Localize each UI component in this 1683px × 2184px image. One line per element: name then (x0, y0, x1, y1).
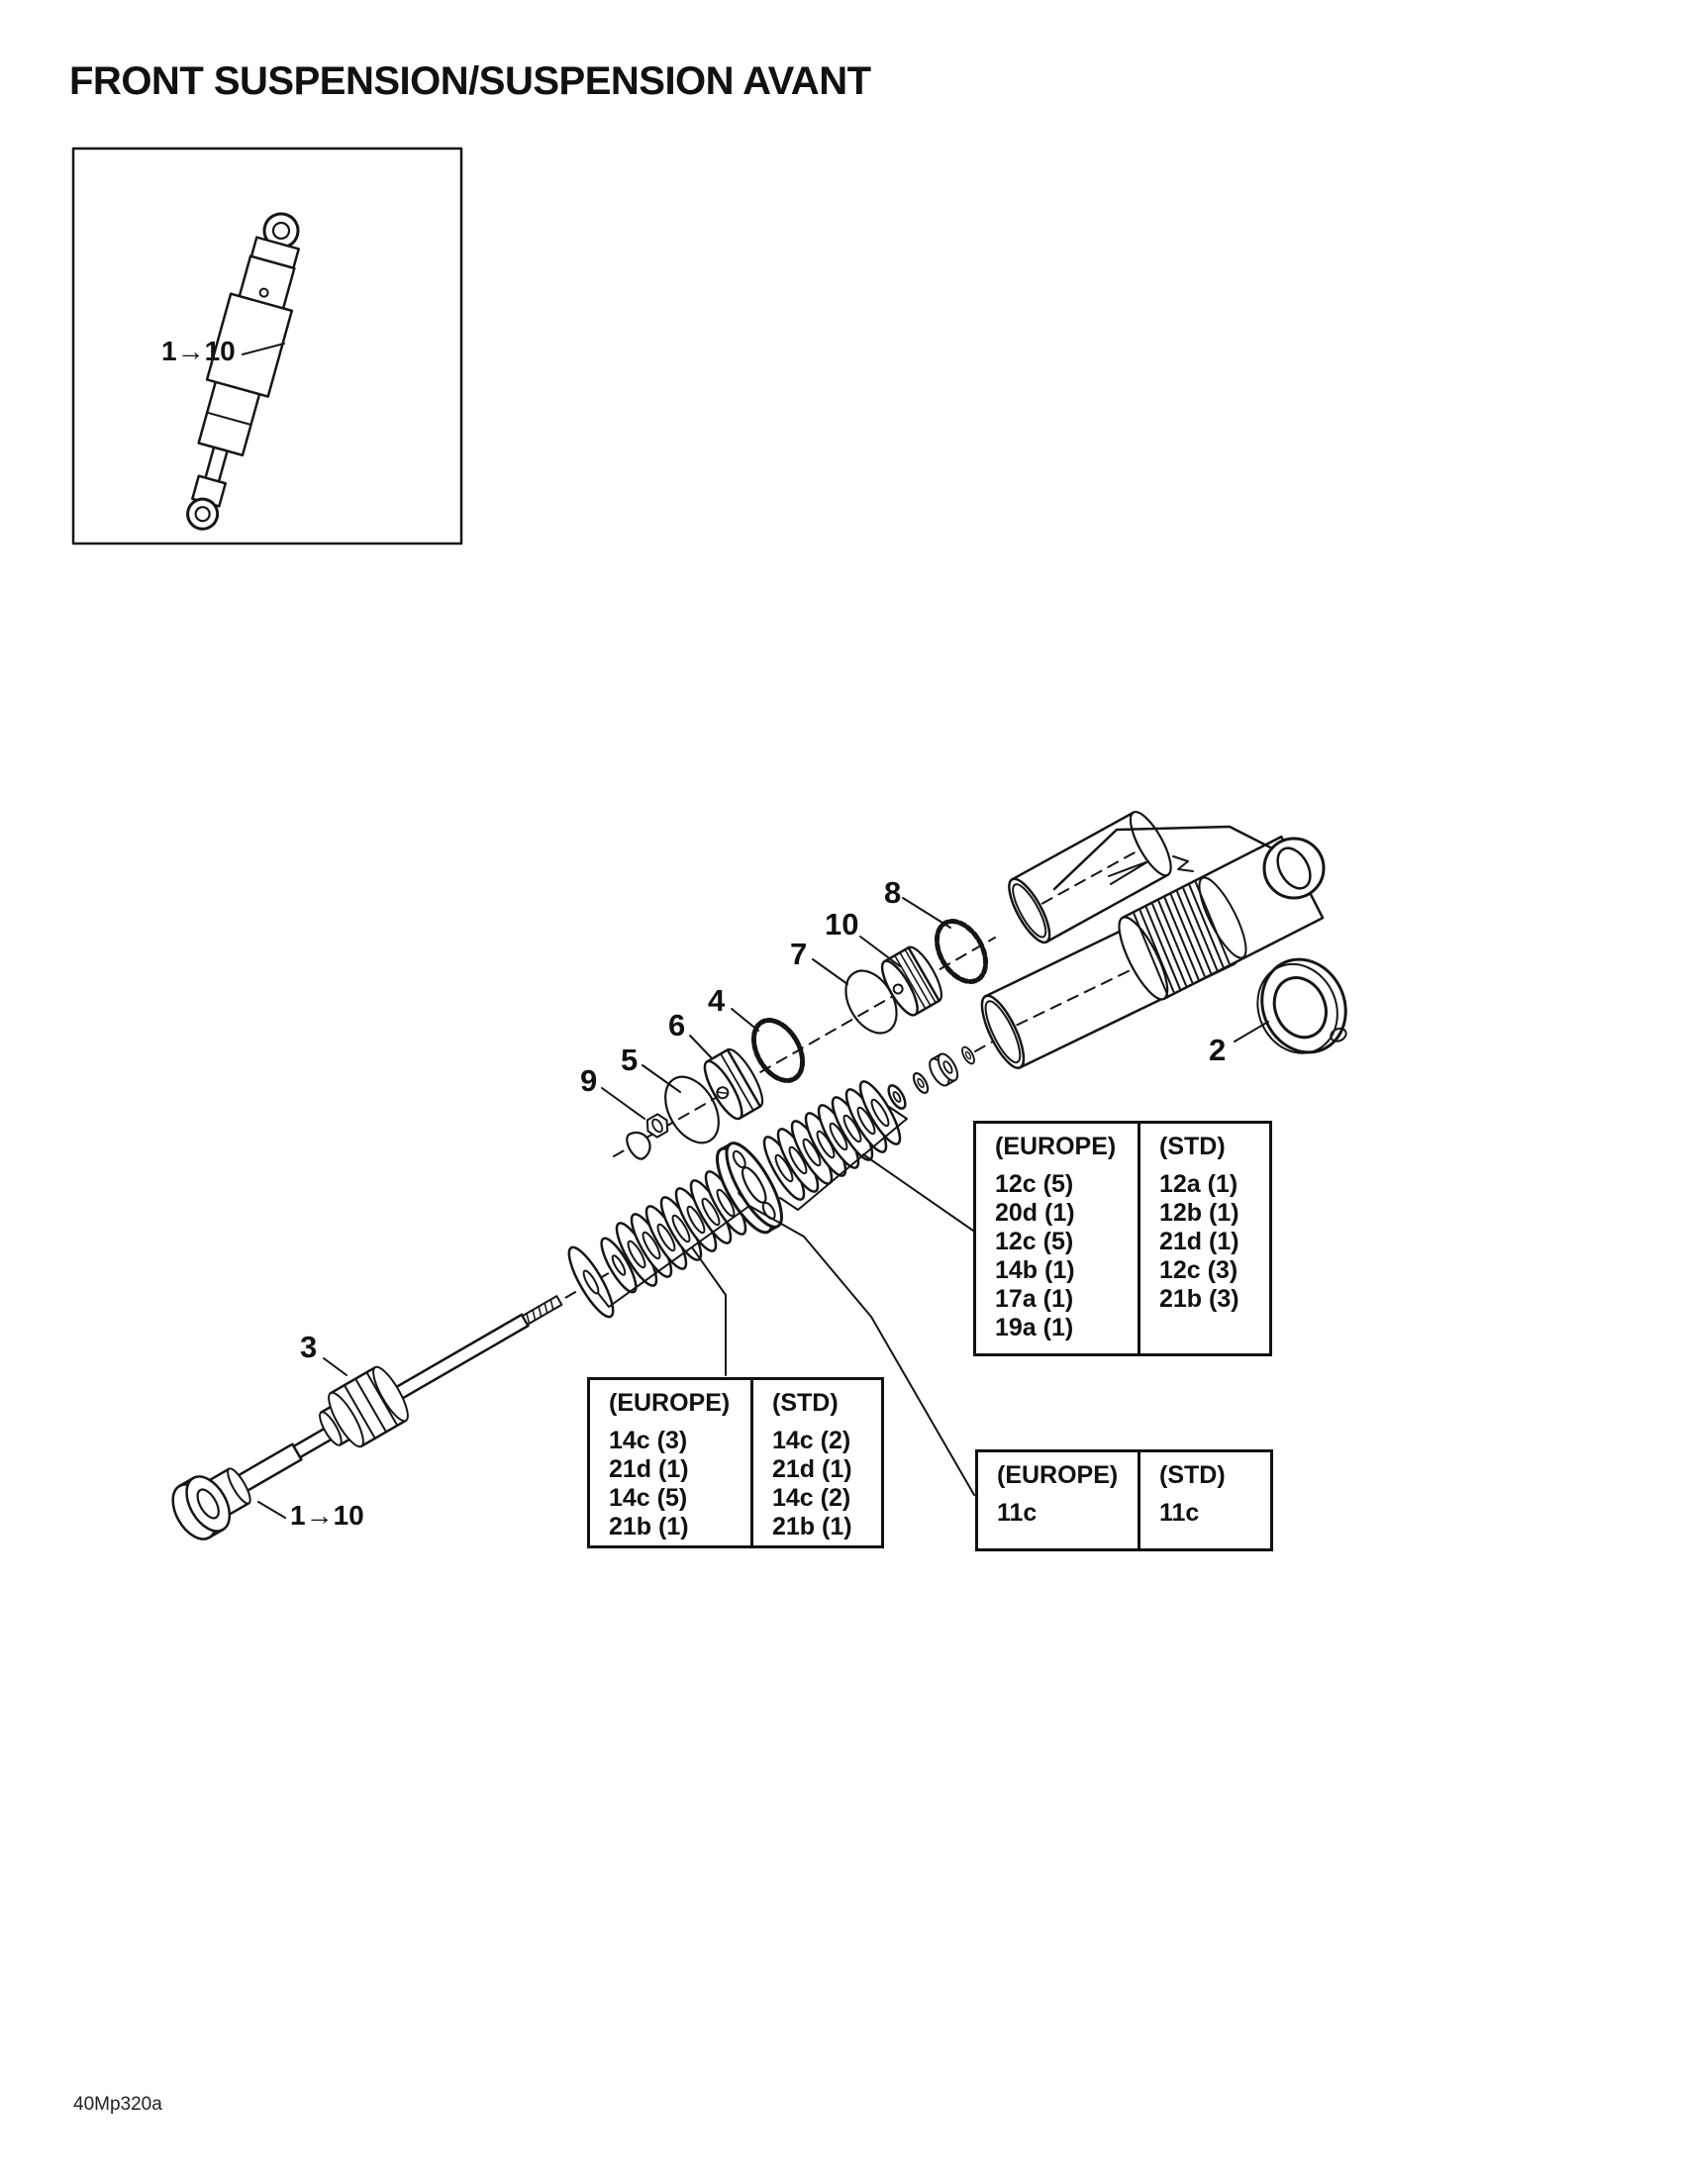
column-header-europe: (EUROPE) (609, 1389, 731, 1417)
column-header-europe: (EUROPE) (997, 1461, 1119, 1489)
table-cell: 21d (1) (1159, 1228, 1239, 1255)
table-cell: 14b (1) (995, 1256, 1075, 1284)
part-label-2: 2 (1209, 1033, 1227, 1067)
part-label-9: 9 (580, 1063, 598, 1098)
part-label-3: 3 (300, 1330, 318, 1364)
seal-ring-2 (1242, 945, 1360, 1067)
column-header-std: (STD) (1159, 1461, 1226, 1489)
table-cell: 14c (5) (609, 1484, 688, 1512)
table-cell: 12c (5) (995, 1228, 1074, 1255)
table-cell: 11c (997, 1499, 1038, 1527)
table-cell: 14c (2) (772, 1427, 851, 1454)
table-column-europe (590, 1380, 750, 1545)
parts-table-spring-stack (587, 1377, 884, 1548)
table-cell: 21b (1) (609, 1513, 689, 1540)
cap-10 (876, 943, 948, 1020)
part-label-10: 10 (825, 907, 859, 942)
part-label-7: 7 (790, 937, 808, 971)
table-column-std (750, 1380, 881, 1545)
part-label-range-main: 1→10 (290, 1500, 364, 1531)
table-cell: 21b (1) (772, 1513, 852, 1540)
inset-shock-drawing (168, 206, 317, 537)
document-code: 40Mp320a (73, 2094, 162, 2115)
table-cell: 17a (1) (995, 1285, 1074, 1313)
retainer-washers-and-nut (885, 1045, 976, 1112)
adjuster-nut (643, 1112, 671, 1140)
table-cell: 12c (3) (1159, 1256, 1238, 1284)
table-cell: 14c (2) (772, 1484, 851, 1512)
part-label-6: 6 (668, 1008, 686, 1042)
part-label-range-inset: 1→10 (161, 336, 236, 366)
parts-table-damper-stack (973, 1121, 1272, 1356)
column-header-europe: (EUROPE) (995, 1133, 1117, 1160)
table-cell: 11c (1159, 1499, 1200, 1527)
body-eyelet (1264, 839, 1324, 898)
table-cell: 19a (1) (995, 1314, 1074, 1341)
table-column-std (1138, 1124, 1269, 1353)
table-column-europe (978, 1452, 1138, 1548)
parts-table-rod (975, 1449, 1273, 1551)
table-cell: 20d (1) (995, 1199, 1075, 1227)
table-cell: 21d (1) (609, 1455, 689, 1483)
part-label-5: 5 (621, 1042, 639, 1077)
table-cell: 21d (1) (772, 1455, 852, 1483)
part-label-4: 4 (708, 983, 726, 1018)
column-header-std: (STD) (1159, 1133, 1226, 1160)
table-cell: 14c (3) (609, 1427, 688, 1454)
column-header-std: (STD) (772, 1389, 839, 1417)
table-cell: 12c (5) (995, 1170, 1074, 1198)
page-title: FRONT SUSPENSION/SUSPENSION AVANT (69, 59, 871, 103)
table-column-std (1138, 1452, 1270, 1548)
spring-stack-upper (757, 1077, 906, 1204)
table-column-europe (976, 1124, 1138, 1353)
part-label-8: 8 (884, 875, 902, 910)
table-cell: 21b (3) (1159, 1285, 1239, 1313)
table-cell: 12b (1) (1159, 1199, 1239, 1227)
table-cell: 12a (1) (1159, 1170, 1238, 1198)
